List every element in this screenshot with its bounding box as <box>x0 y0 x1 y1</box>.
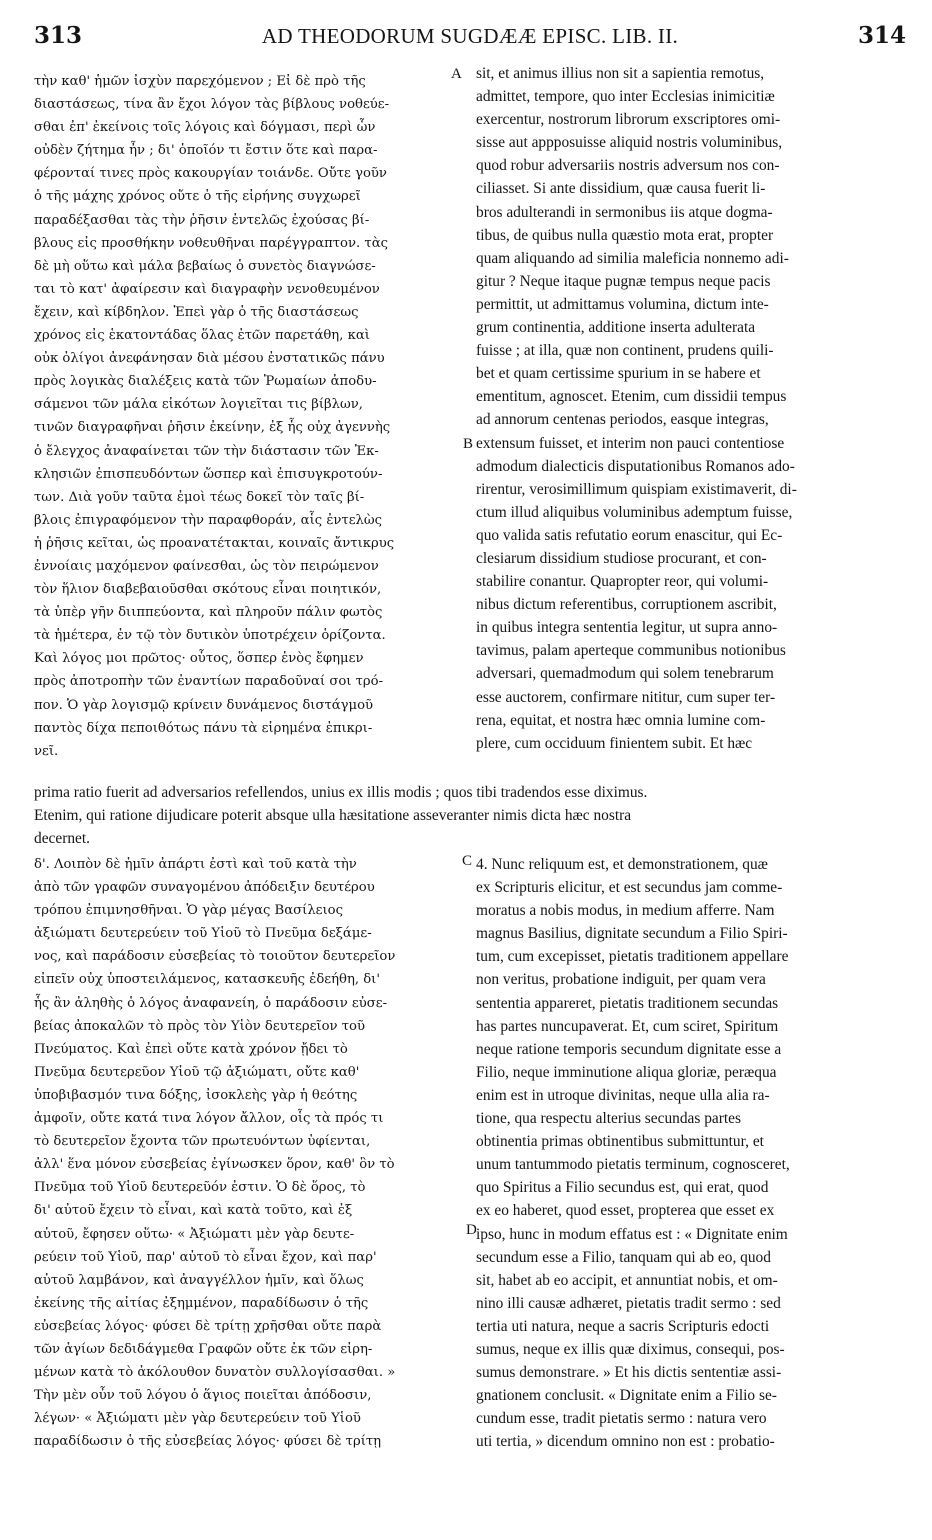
greek-text-line: ὑποβιβασμόν τινα δόξης, ἰσοκλεὴς γὰρ ἡ θεότης <box>34 1087 358 1103</box>
greek-text-line: αὐτοῦ λαμβάνον, καὶ ἀναγγέλλον ἡμῖν, καὶ ὅλως <box>34 1272 364 1288</box>
latin-text-line: bet et quam certissime spurium in se habere et <box>476 365 761 383</box>
margin-marker-c: C <box>462 853 473 869</box>
latin-text-line: gnationem conclusit. « Dignitate enim a Filio se- <box>476 1387 777 1405</box>
latin-text-line: sit, et animus illius non sit a sapientia remotus, <box>476 65 765 82</box>
page-number-right: 314 <box>857 22 906 49</box>
greek-text-line: ἧς ἂν ἀληθὴς ὁ λόγος ἀναφανείη, ὁ παράδοσιν εὐσε- <box>34 995 388 1011</box>
latin-text-line: extensum fuisset, et interim non pauci contentiose <box>476 434 785 452</box>
greek-text-line: πον. Ὁ γὰρ λογισμῷ κρίνειν δυνάμενος διστάγμοῦ <box>34 697 374 713</box>
greek-text-line: δὲ μὴ οὕτω καὶ μάλα βεβαίως ὁ συνετὸς διαγνώσε- <box>34 258 376 274</box>
latin-text-line: magnus Basilius, dignitate secundum a Filio Spiri- <box>476 925 788 943</box>
latin-text-line: ex Scripturis elicitur, et est secundus jam comme- <box>476 879 783 897</box>
greek-text-line: νεῖ. <box>34 743 59 759</box>
greek-text-line: πρὸς λογικὰς διαλέξεις κατὰ τῶν Ῥωμαίων ἀποδυ- <box>34 374 377 390</box>
greek-text-line: οὐδὲν ζήτημα ἦν ; δι' ὁποῖόν τι ἔστιν ὅτε καὶ παρα- <box>34 143 378 159</box>
latin-text-line: rena, equitat, et nostra hæc omnia lumine com- <box>476 711 766 729</box>
latin-text-line: 4. Nunc reliquum est, et demonstrationem, quæ <box>476 856 768 873</box>
greek-text-line: τῶν ἁγίων δεδιδάγμεθα Γραφῶν οὔτε ἐκ τῶν εἰρη- <box>34 1341 373 1357</box>
greek-text-line: ται τὸ κατ' ἀφαίρεσιν καὶ διαγραφὴν νενοθευμένον <box>34 281 380 297</box>
greek-text-line: αὐτοῦ, ἔφησεν οὕτω· « Ἀξιώματι μὲν γὰρ δευτε- <box>34 1226 355 1242</box>
greek-text-line: βλους εἰς προσθήκην νοθευθῆναι παρέγγραπτον. τὰς <box>34 235 388 251</box>
latin-text-line: rirentur, verosimillimum quispiam existimaverit, di- <box>476 480 797 498</box>
greek-text-line: μένων κατὰ τὸ ἀκόλουθον δυνατὸν συλλογίσασθαι. » <box>34 1365 396 1381</box>
greek-text-line: ἐννοίαις μαχόμενον φαίνεσθαι, ὡς τὸν πειρώμενον <box>34 558 379 574</box>
latin-text-line: stabilire conantur. Quapropter reor, qui volumi- <box>476 573 769 591</box>
latin-text-line: tertia uti natura, neque a sacris Scripturis edocti <box>476 1317 770 1335</box>
greek-text-line: ἐκείνης τῆς αἰτίας ἐξημμένον, παραδίδωσιν ὁ τῆς <box>34 1295 369 1311</box>
greek-column-bottom <box>34 853 464 1453</box>
greek-text-line: οὐκ ὀλίγοι ἀνεφάνησαν διὰ μέσου ἐνστατικῶς πάνυ <box>34 351 385 367</box>
latin-text-line: exercentur, nostrorum librorum exscriptores omi- <box>476 111 781 129</box>
latin-text-line: neque ratione temporis secundum dignitate esse a <box>476 1040 782 1058</box>
latin-text-line: sisse aut appposuisse aliquid nostris voluminibus, <box>476 134 783 152</box>
greek-text-line: σάμενοι τῶν μάλα εἰκότων λογιεῖται τις βίβλων, <box>34 397 363 413</box>
latin-text-line: esse auctorem, confirmare nititur, cum super ter- <box>476 688 776 706</box>
greek-text-line: παραδέξασθαι τὰς τὴν ῥῆσιν ἐντελῶς ἐχούσας βί- <box>34 212 370 228</box>
greek-text-line: λέγων· « Ἀξιώματι μὲν γὰρ δευτερεύειν τοῦ Υἱοῦ <box>34 1411 361 1427</box>
greek-text-line: ἡ ῥῆσις κεῖται, ὡς προανατέτακται, κοιναῖς ἄντικρυς <box>34 535 395 551</box>
latin-text-line: sumus, neque ex illis quæ diximus, consequi, pos- <box>476 1340 785 1358</box>
latin-text-line: quam aliquando ad similia maleficia nonnemo adi- <box>476 249 789 267</box>
latin-column-top <box>476 62 904 755</box>
running-header <box>34 22 906 62</box>
running-title: AD THEODORUM SUGDÆÆ EPISC. LIB. II. <box>261 24 679 48</box>
greek-text-line: τρόπου ἐπιμνησθῆναι. Ὁ γὰρ μέγας Βασίλειος <box>34 903 344 919</box>
greek-text-line: εὐσεβείας λόγος· φύσει δὲ τρίτῃ χρῆσθαι οὔτε παρὰ <box>34 1318 382 1334</box>
greek-text-line: παραδίδωσιν ὁ τῆς εὐσεβείας λόγος· φύσει δὲ τρίτῃ <box>34 1434 382 1450</box>
latin-text-line: nibus dictum referentibus, corruptionem ascribit, <box>476 596 777 614</box>
greek-text-line: νος, καὶ παράδοσιν εὐσεβείας τὸ τοιοῦτον δευτερεῖον <box>34 949 396 965</box>
greek-text-line: ἀμφοῖν, οὔτε κατά τινα λόγον ἄλλον, οἷς τὰ πρός τι <box>34 1111 384 1127</box>
latin-text-line: secundum esse a Filio, tanquam qui ab eo, quod <box>476 1248 771 1266</box>
greek-text-line: τὴν καθ' ἡμῶν ἰσχὺν παρεχόμενον ; Εἰ δὲ πρὸ τῆς <box>34 74 366 89</box>
latin-text-line: Filio, neque imminutione aliqua gloriæ, peræqua <box>476 1063 777 1081</box>
greek-text-line: πρὸς ἀποτροπὴν τῶν ἐναντίων παραδοῦναί σοι τρό- <box>34 674 384 690</box>
full-width-text-line: prima ratio fuerit ad adversarios refellendos, unius ex illis modis ; quos tibi tradendos esse diximus. <box>34 784 648 801</box>
greek-text-line: ἀξιώματι δευτερεύειν τοῦ Υἱοῦ τὸ Πνεῦμα δεξάμε- <box>34 926 372 942</box>
greek-text-line: βλοις ἐπιγραφόμενον τὴν παραφθοράν, αἷς ἐντελὼς <box>34 512 383 528</box>
greek-text-line: Πνεῦμα δευτερεῦον Υἱοῦ τῷ ἀξιώματι, οὔτε καθ' <box>34 1064 360 1080</box>
latin-text-line: adversari, quemadmodum qui solem tenebrarum <box>476 665 774 683</box>
latin-text-line: bros adulterandi in sermonibus iis atque dogma- <box>476 203 773 221</box>
greek-text-line: Πνεῦμα τοῦ Υἱοῦ δευτερεῦόν ἐστιν. Ὁ δὲ ὅρος, τὸ <box>34 1180 366 1196</box>
latin-text-line: has partes nuncupaverat. Et, cum sciret, Spiritum <box>476 1017 779 1035</box>
margin-marker-d: D <box>466 1222 477 1238</box>
latin-text-line: sumus demonstrare. » Et his dictis sententiæ assi- <box>476 1364 782 1382</box>
greek-text-line: τινῶν διαγραφῆναι ῥῆσιν ἐκείνην, ἐξ ἧς οὐχ ἀγεννὴς <box>34 420 391 436</box>
greek-text-line: κλησιῶν ἐπισπευδόντων ὥσπερ καὶ ἐπισυγκροτούν- <box>34 466 383 482</box>
latin-text-line: gitur ? Neque itaque pugnæ tempus neque pacis <box>476 272 771 290</box>
margin-marker-b: B <box>463 436 474 452</box>
greek-text-line: τὸ δευτερεῖον ἔχοντα τῶν πρωτευόντων ὑφίενται, <box>34 1134 371 1150</box>
greek-text-line: Τὴν μὲν οὖν τοῦ λόγου ὁ ἅγιος ποιεῖται ἀπόδοσιν, <box>34 1388 372 1404</box>
greek-text-line: τὰ ἡμέτερα, ἐν τῷ τὸν δυτικὸν ὑποτρέχειν ὁρίζοντα. <box>34 628 386 644</box>
greek-text-line: παντὸς δίχα πεποιθότως πάνυ τὰ εἰρημένα ἐπικρι- <box>34 720 373 736</box>
latin-text-line: in quibus integra sententia legitur, ut supra anno- <box>476 619 778 637</box>
latin-text-line: sententia appareret, pietatis traditionem secundas <box>476 994 779 1012</box>
greek-text-line: Πνεύματος. Καὶ ἐπεὶ οὔτε κατὰ χρόνον ᾔδει τὸ <box>34 1041 348 1057</box>
greek-text-line: ἔχειν, καὶ κίβδηλον. Ἐπεὶ γὰρ ὁ τῆς διαστάσεως <box>34 304 359 320</box>
latin-text-line: grum continentia, additione inserta adulterata <box>476 319 756 337</box>
full-width-paragraph <box>34 781 900 850</box>
greek-text-line: βείας ἀποκαλῶν τὸ πρὸς τὸν Υἱὸν δευτερεῖον τοῦ <box>34 1018 365 1034</box>
latin-text-line: ctum illud aliquibus voluminibus ademptum fuisse, <box>476 503 793 521</box>
greek-text-line: ὁ ἔλεγχος ἀναφαίνεται τῶν τὴν διάστασιν τῶν Ἐκ- <box>34 443 379 459</box>
latin-text-line: tione, qua respectu alterius secundas partes <box>476 1110 741 1128</box>
greek-text-line: χρόνος εἰς ἑκατοντάδας ὅλας ἐτῶν παρετάθη, καὶ <box>34 328 370 344</box>
latin-text-line: unum tantummodo pietatis terminum, cognosceret, <box>476 1156 790 1174</box>
latin-text-line: clesiarum dissidium studiose procurant, et con- <box>476 549 767 567</box>
latin-text-line: admodum dialecticis disputationibus Romanos ado- <box>476 457 795 475</box>
latin-text-line: nino illi causæ adhæret, pietatis tradit sermo : sed <box>476 1294 781 1312</box>
latin-text-line: enim est in utroque divinitas, neque ulla alia ra- <box>476 1086 770 1104</box>
greek-text-line: Καὶ λόγος μοι πρῶτος· οὗτος, ὅσπερ ἑνὸς ἔφημεν <box>34 651 364 667</box>
latin-text-line: fuisse ; at illa, quæ non continent, prudens quili- <box>476 342 774 360</box>
latin-text-line: ad annorum centenas periodos, easque integras, <box>476 411 769 429</box>
latin-text-line: quo valida satis refutatio eorum enascitur, qui Ec- <box>476 526 783 544</box>
greek-text-line: εἰπεῖν οὐχ ὑποστειλάμενος, κατασκευῆς ἐδεήθη, δι' <box>34 972 380 988</box>
greek-text-line: ρεύειν τοῦ Υἱοῦ, παρ' αὐτοῦ τὸ εἶναι ἔχον, καὶ παρ' <box>34 1249 377 1265</box>
greek-text-line: ἀπὸ τῶν γραφῶν συναγομένου ἀπόδειξιν δευτέρου <box>34 880 375 896</box>
latin-text-line: quo Spiritus a Filio secundus est, qui erat, quod <box>476 1179 769 1197</box>
greek-text-line: τὸν ἥλιον διαβεβαιοῦσθαι σκότους εἶναι ποιητικόν, <box>34 582 382 598</box>
latin-text-line: tavimus, palam aperteque communibus notionibus <box>476 642 786 660</box>
greek-text-line: φέρονταί τινες πρὸς κακουργίαν τοιάνδε. Οὔτε γοῦν <box>34 166 387 182</box>
greek-text-line: των. Διὰ γοῦν ταῦτα ἐμοὶ τέως δοκεῖ τὸν ταῖς βί- <box>34 489 365 505</box>
margin-marker-a: A <box>451 66 462 82</box>
greek-text-line: ὁ τῆς μάχης χρόνος οὔτε ὁ τῆς εἰρήνης συγχωρεῖ <box>34 189 361 205</box>
latin-text-line: plere, cum occiduum finientem subit. Et hæc <box>476 734 753 752</box>
greek-text-line: διαστάσεως, τίνα ἂν ἔχοι λόγον τὰς βίβλους νοθεύε- <box>34 97 390 113</box>
latin-text-line: ipso, hunc in modum effatus est : « Dignitate enim <box>476 1225 788 1243</box>
latin-column-bottom <box>476 853 904 1453</box>
latin-text-line: ex eo haberet, quod esset, propterea que esset ex <box>476 1202 775 1220</box>
latin-text-line: cundum esse, tradit pietatis sermo : natura vero <box>476 1410 767 1428</box>
latin-text-line: obtinentia primas obtinentibus submittuntur, et <box>476 1133 764 1151</box>
latin-text-line: quod robur adversariis nostris adversum nos con- <box>476 157 780 175</box>
latin-text-line: ciliasset. Si ante dissidium, quæ causa fuerit li- <box>476 180 766 198</box>
full-width-text-line: decernet. <box>34 830 90 847</box>
latin-text-line: admittet, tempore, quo inter Ecclesias inimicitiæ <box>476 88 775 106</box>
page-number-left: 313 <box>34 22 83 49</box>
greek-text-line: σθαι ἐπ' ἐκείνοις τοῖς λόγοις καὶ δόγμασι, περὶ ὧν <box>34 120 376 136</box>
latin-text-line: permittit, ut admittamus volumina, dictum inte- <box>476 295 769 313</box>
latin-text-line: sit, habet ab eo accipit, et annuntiat nobis, et om- <box>476 1271 778 1289</box>
greek-text-line: τὰ ὑπὲρ γῆν διιππεύοντα, καὶ πληροῦν πάλιν φωτὸς <box>34 605 383 621</box>
latin-text-line: tum, cum excepisset, pietatis traditionem appellare <box>476 948 789 966</box>
latin-text-line: non veritus, probatione indiguit, per quam vera <box>476 971 766 989</box>
latin-text-line: uti tertia, » dicendum omnino non est : probatio- <box>476 1433 775 1451</box>
latin-text-line: tibus, de quibus nulla quæstio mota erat, propter <box>476 226 774 244</box>
latin-text-line: moratus a nobis modus, in medium afferre. Nam <box>476 902 775 920</box>
greek-text-line: ἀλλ' ἕνα μόνον εὐσεβείας ἐγίνωσκεν ὅρον, καθ' ὃν τὸ <box>34 1157 395 1173</box>
greek-column-top <box>34 70 464 763</box>
greek-text-line: δι' αὐτοῦ ἔχειν τὸ εἶναι, καὶ κατὰ τοῦτο, καὶ ἐξ <box>34 1203 353 1219</box>
latin-text-line: ementitum, agnoscet. Etenim, cum dissidii tempus <box>476 388 787 406</box>
greek-text-line: δ'. Λοιπὸν δὲ ἡμῖν ἀπάρτι ἐστὶ καὶ τοῦ κατὰ τὴν <box>34 857 357 872</box>
full-width-text-line: Etenim, qui ratione dijudicare poterit absque ulla hæsitatione asseveranter nimis dicta hæc nostra <box>34 807 632 824</box>
